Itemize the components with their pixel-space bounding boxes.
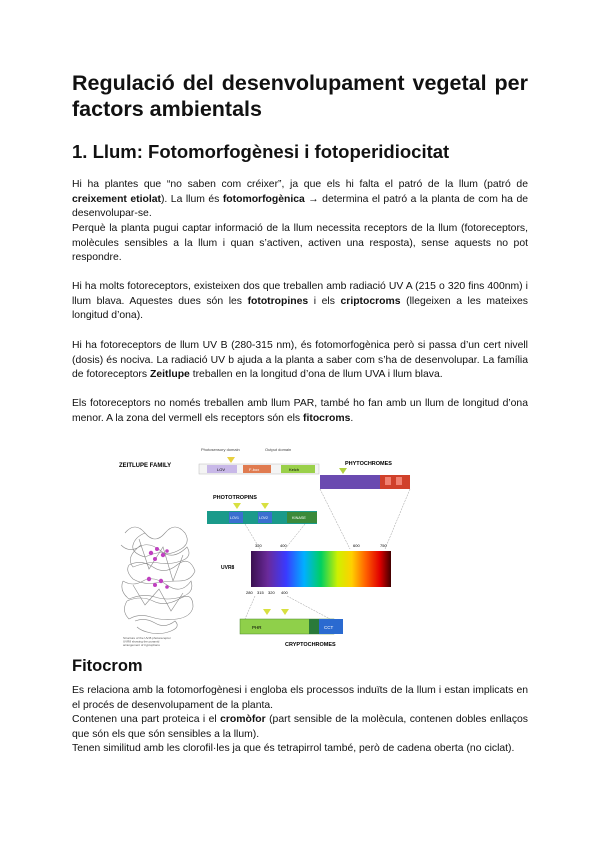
photoreceptor-figure: [115, 435, 415, 650]
phytochrome-photosensory-bar: [320, 475, 380, 489]
uvr8-label: UVR8: [221, 565, 235, 571]
tick-320-upper: 320: [255, 543, 262, 548]
tick-280: 280: [246, 590, 253, 595]
tick-400-upper: 400: [280, 543, 287, 548]
crypto-fad-marker: [263, 609, 271, 615]
phytochrome-chromophore-marker: [339, 468, 347, 474]
cryptochrome-cct-text: CCT: [324, 625, 334, 630]
cryptochromes-label: CRYPTOCHROMES: [285, 642, 336, 648]
uvr8-caption: Structure of the UV-B photoreceptor UVR8 showing the pyramid arrangement of tryptophans: [123, 636, 171, 648]
paragraph-cromofor: Contenen una part proteica i el cromòfor (part sensible de la molècula, contenen dobles enllaços que són els que són sensibles a la llum).: [72, 714, 528, 740]
zeitlupe-lov-text: LOV: [217, 467, 226, 472]
crypto-connector-right: [287, 596, 330, 619]
phytochrome-connector-left: [320, 489, 350, 549]
crypto-mthf-marker: [281, 609, 289, 615]
phytochrome-output-bar: [380, 475, 410, 489]
phytochrome-pas1: [385, 477, 391, 485]
tick-320-lower: 320: [268, 590, 275, 595]
phototropin-lov2-marker: [261, 503, 269, 509]
zeitlupe-flavin-marker: [227, 457, 235, 463]
crypto-connector-left: [245, 596, 255, 619]
page-title: Regulació del desenvolupament vegetal per factors ambientals: [72, 71, 528, 121]
paragraph-uva: Hi ha molts fotoreceptors, existeixen dos que treballen amb radiació UV A (215 o 320 fins 400nm) i llum blava. Aquestes dues són les fototropines i els criptocroms (llegeixen a les mateixes longitud d’ona).: [72, 281, 528, 321]
zeitlupe-kelch-text: Kelch: [289, 467, 300, 472]
cryptochrome-linker: [309, 619, 319, 634]
tick-400-lower: 400: [281, 590, 288, 595]
output-domain-label: Output domain: [265, 447, 292, 452]
phytochromes-label: PHYTOCHROMES: [345, 461, 392, 467]
paragraph-fotoreceptors: Perquè la planta pugui captar informació de la llum necessita receptors de la llum (fotoreceptors, molècules sensibles a la llum i quan s’activen, activen una resposta), sense aquests no pot respondre.: [72, 223, 528, 263]
uvr8-protein-structure: [121, 527, 195, 634]
section-heading-fitocrom: Fitocrom: [72, 657, 143, 675]
light-spectrum: [251, 551, 391, 587]
zeitlupe-fbox-text: F-box: [249, 467, 260, 472]
phototropin-kinase-text: KINASE: [292, 516, 306, 520]
tick-315: 315: [257, 590, 264, 595]
tick-600: 600: [353, 543, 360, 548]
phototropin-lov2-text: LOV2: [259, 516, 268, 520]
phototropin-lov1-marker: [233, 503, 241, 509]
paragraph-etiolat: Hi ha plantes que “no saben com créixer”, ja que els hi falta el patró de la llum (patró de creixement etiolat). La llum és fotomorfogènica → determina el patró a la planta de com ha de desenvolupar-se.: [72, 179, 528, 219]
paragraph-fitocroms: Els fotoreceptors no només treballen amb llum PAR, també ho fan amb un llum de longitud d’ona menor. A la zona del vermell els receptors són els fitocroms.: [72, 398, 528, 424]
phytochrome-pas2: [396, 477, 402, 485]
paragraph-tetrapirrol: Tenen similitud amb les clorofil·les ja que és tetrapirrol també, però de cadena oberta (no ciclat).: [72, 743, 515, 754]
section-heading-llum: 1. Llum: Fotomorfogènesi i fotoperidiocitat: [72, 141, 450, 162]
phytochrome-connector-right: [385, 489, 410, 549]
cryptochrome-phr-text: PHR: [252, 625, 262, 630]
phototropin-connector-right: [285, 524, 305, 549]
paragraph-fotomorfogenesi: Es relaciona amb la fotomorfogènesi i engloba els processos induïts de la llum i estan implicats en el procés de desenvolupament de la planta.: [72, 685, 528, 711]
tick-750: 750: [380, 543, 387, 548]
photosensory-domain-label: Photosensory domain: [201, 447, 240, 452]
phototropin-lov1-text: LOV1: [230, 516, 239, 520]
phototropins-label: PHOTOTROPINS: [213, 495, 257, 501]
paragraph-uvb: Hi ha fotoreceptors de llum UV B (280-315 nm), és fotomorfogènica però si passa d’un cert nivell (dosis) és nociva. La radiació UV b ajuda a la planta a saber com s’ha de desenvolupar. La família de fotoreceptors Zeitlupe treballen en la longitud d’ona de llum UVA i llum blava.: [72, 340, 528, 380]
zeitlupe-family-label: ZEITLUPE FAMILY: [119, 463, 172, 469]
